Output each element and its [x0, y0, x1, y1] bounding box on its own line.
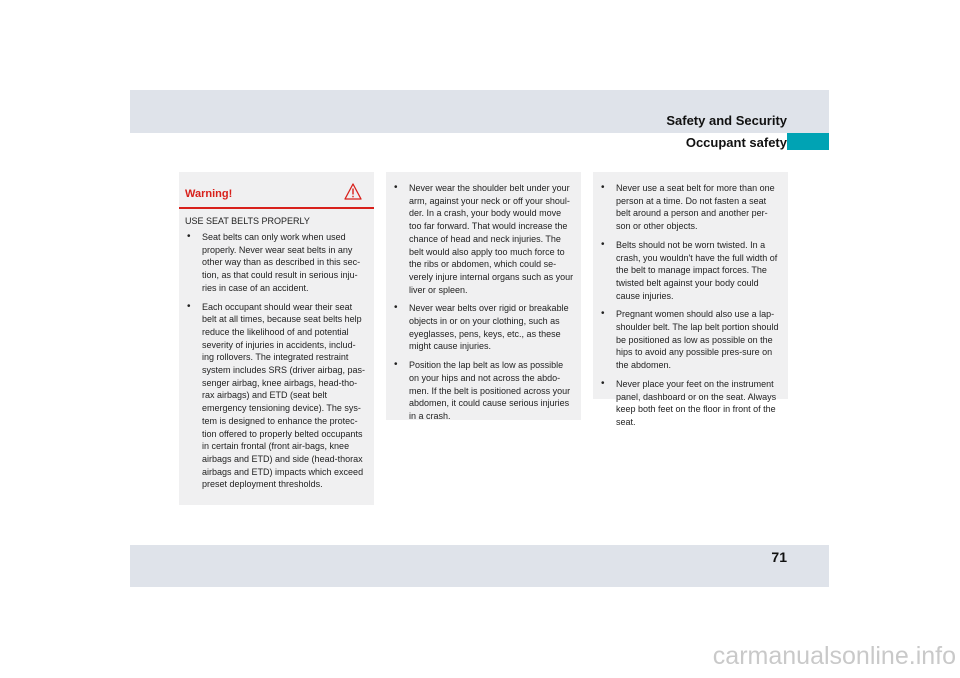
list-item: • Never place your feet on the instrument panel, dashboard or on the seat. Always keep both feet on the floor in front of the seat.: [599, 378, 781, 429]
right-panel: [593, 172, 788, 427]
middle-panel: [386, 172, 581, 420]
list-item: • Never wear belts over rigid or breakable objects in or on your clothing, such as eyeglasses, pens, keys, etc., as these might cause injuries.: [392, 302, 574, 353]
list-item: • Position the lap belt as low as possible on your hips and not across the abdo-men. If the belt is positioned across your abdomen, it could cause serious injuries in a crash.: [392, 359, 574, 423]
list-item: • Never wear the shoulder belt under your arm, against your neck or off your shoul-der. In a crash, your body would move too far forward. That would increase the chance of head and neck injuries. The belt would also apply too much force to the ribs or abdomen, which could se-verely injure internal organs such as your liver or spleen.: [392, 182, 574, 296]
right-list: [599, 182, 781, 429]
list-item: • Never use a seat belt for more than one person at a time. Do not fasten a seat belt around a person and another per-son or other objects.: [599, 182, 781, 233]
list-item: • Each occupant should wear their seat belt at all times, because seat belts help reduce the likelihood of and potential severity of injuries in accidents, includ-ing rollovers. The integrated restraint system includes SRS (driver airbag, pas-senger airbag, knee airbags, head-tho-rax airbags) and ETD (seat belt emergency tensioning device). The sys-tem is designed to enhance the protec-tion offered to properly belted occupants in certain frontal (front air-bags, knee airbags and ETD) and side (head-thorax airbags and ETD) impacts which exceed preset deployment thresholds.: [185, 301, 367, 492]
footer-band: [130, 545, 829, 587]
subsection-title: Occupant safety: [685, 135, 787, 150]
warning-list: [185, 231, 367, 491]
warning-header: [179, 172, 374, 209]
watermark: carmanualsonline.info: [712, 642, 956, 670]
page-number: 71: [771, 549, 787, 565]
middle-list: [392, 182, 574, 423]
subsection-row: [130, 133, 829, 150]
warning-title: Warning!: [185, 188, 233, 200]
list-item: • Belts should not be worn twisted. In a crash, you wouldn't have the full width of the belt to manage impact forces. The twisted belt against your body could cause injuries.: [599, 239, 781, 303]
list-item: • Seat belts can only work when used properly. Never wear seat belts in any other way than as described in this sec-tion, as that could result in serious inju-ries in case of an accident.: [185, 231, 367, 295]
section-title: Safety and Security: [666, 113, 787, 128]
warning-subtitle: USE SEAT BELTS PROPERLY: [185, 216, 310, 226]
warning-triangle-icon: [344, 183, 362, 200]
list-item: • Pregnant women should also use a lap-shoulder belt. The lap belt portion should be positioned as low as possible on the hips to avoid any possible pres-sure on the abdomen.: [599, 308, 781, 372]
warning-panel: [179, 172, 374, 505]
section-marker: [787, 133, 829, 150]
